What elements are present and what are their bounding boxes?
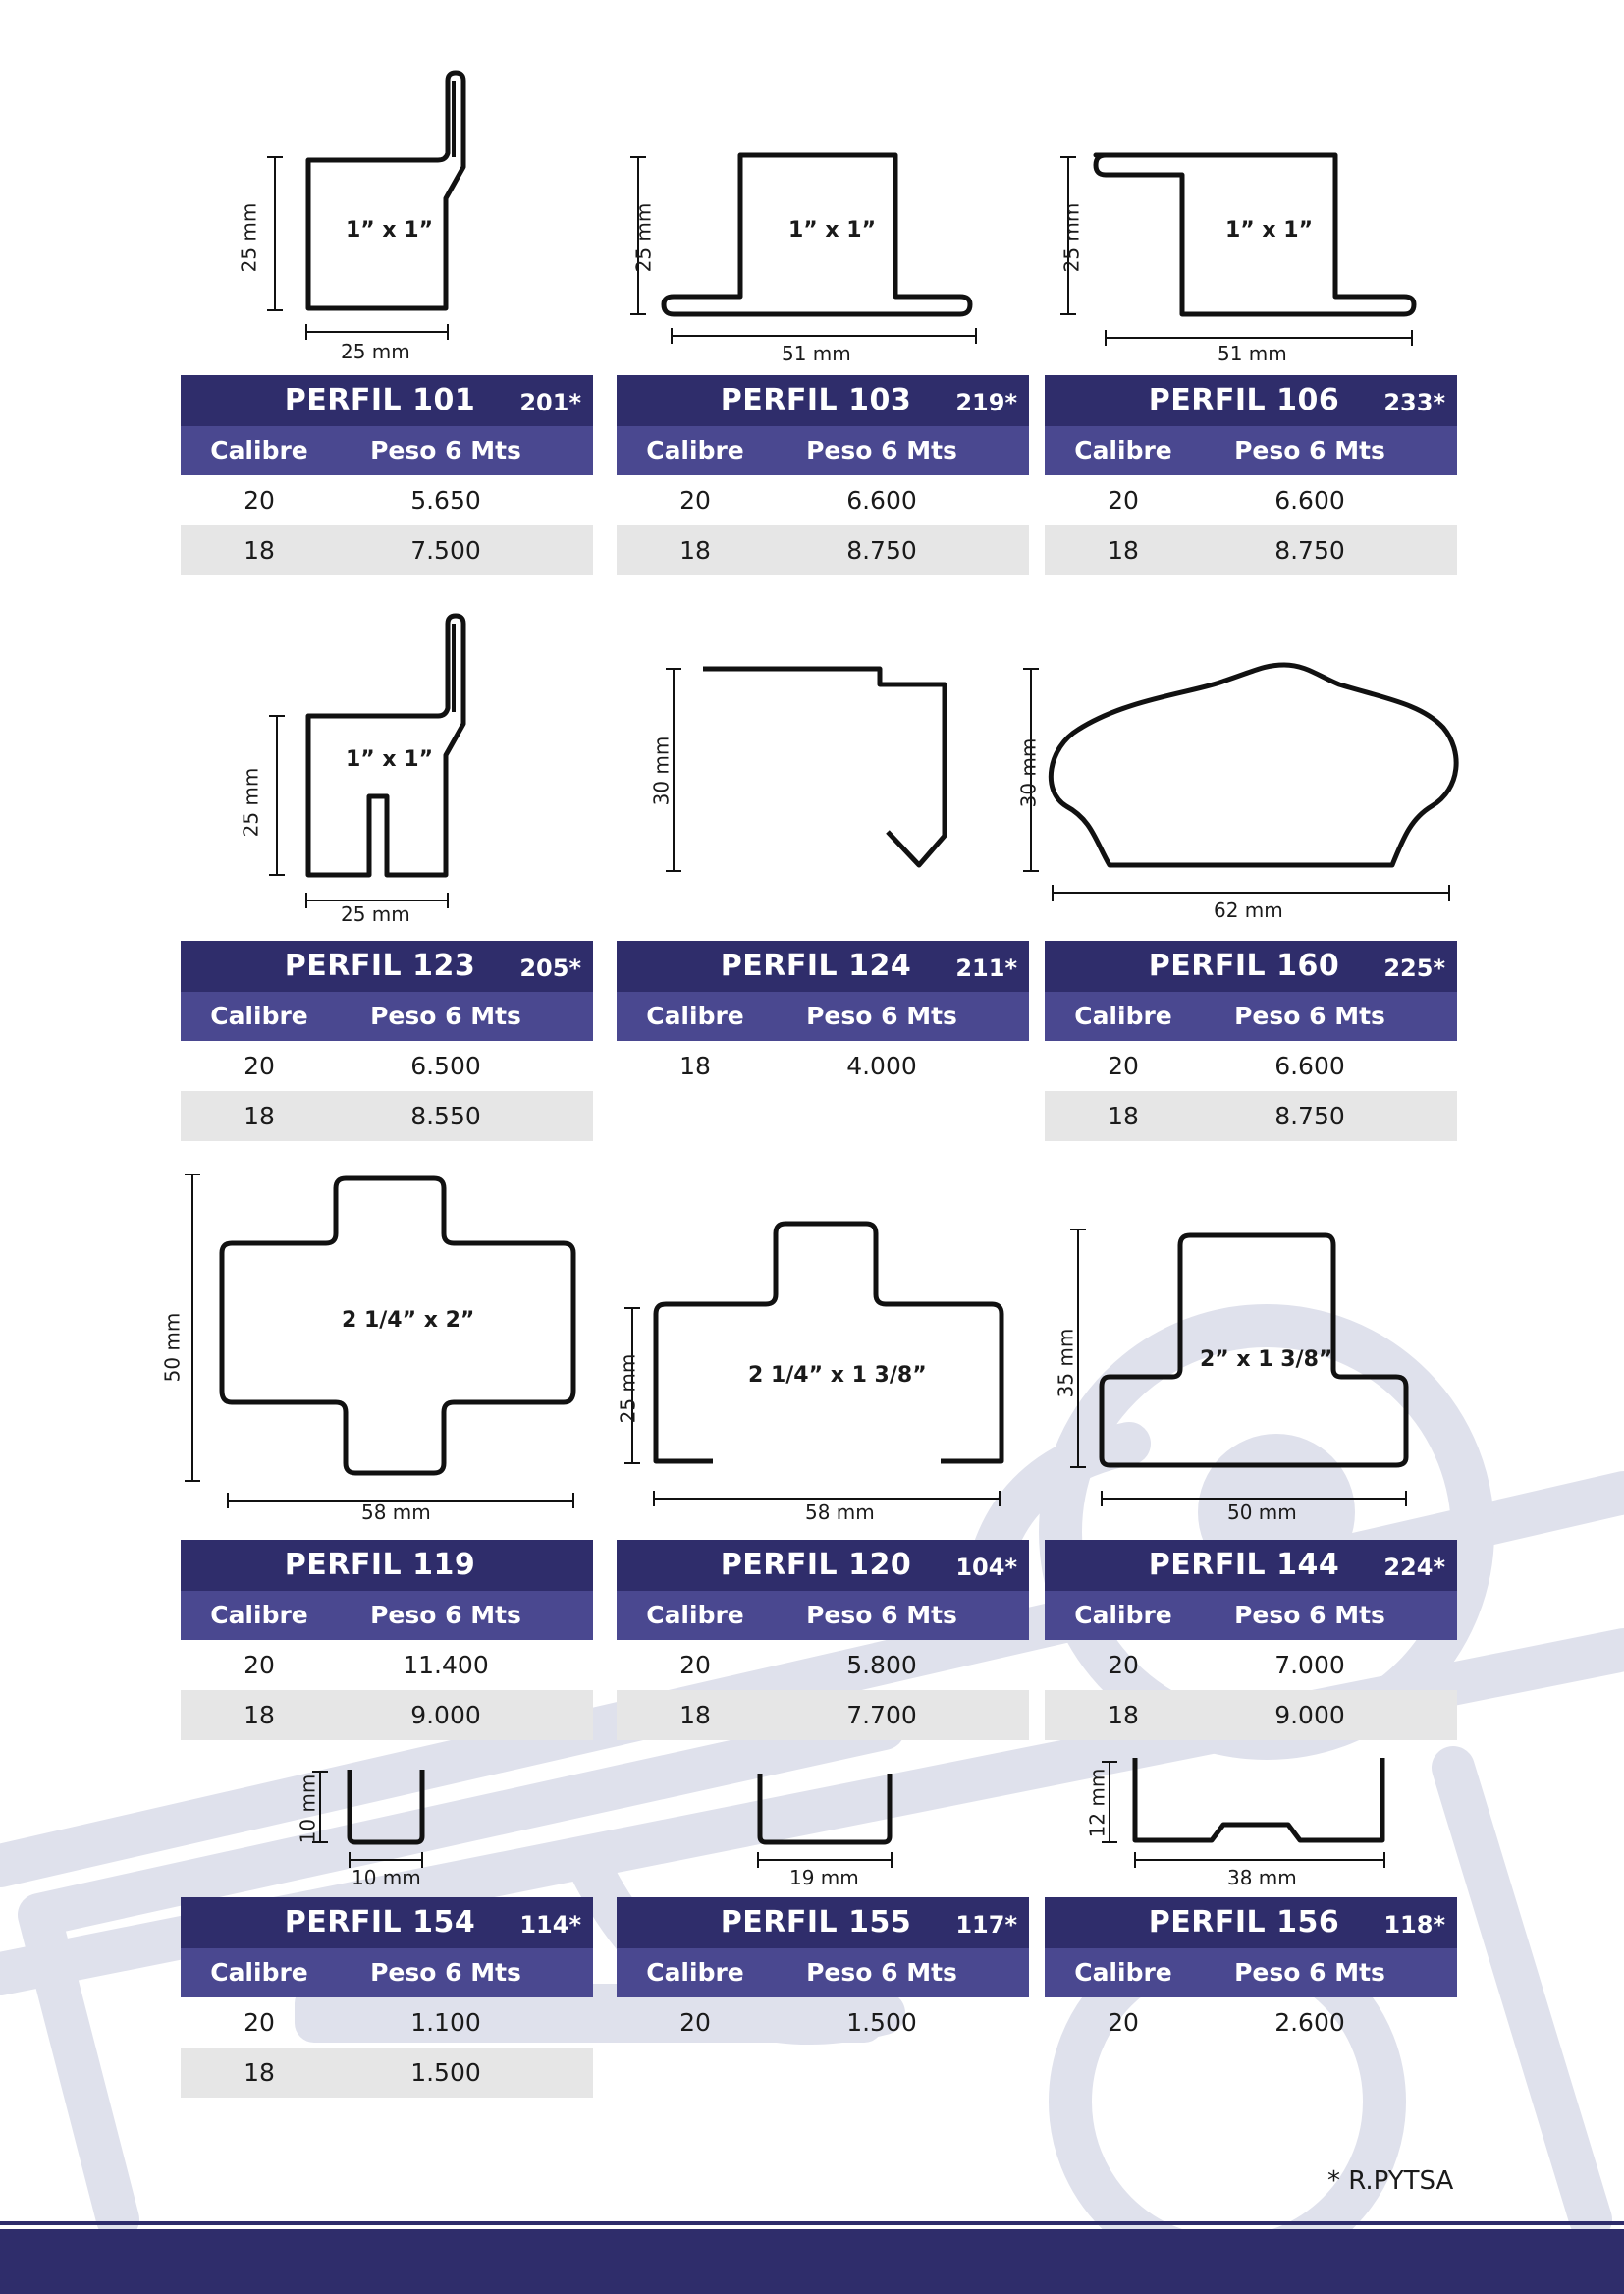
size-label: 1” x 1” [788, 218, 877, 243]
peso-header: Peso 6 Mts [1234, 1002, 1385, 1030]
profile-154 [181, 1758, 593, 1895]
table-profile-119 [181, 1540, 593, 1740]
calibre-header: Calibre [1074, 436, 1172, 464]
height-label: 12 mm [1085, 1768, 1110, 1838]
height-label: 35 mm [1054, 1328, 1078, 1398]
profile-code: 104* [955, 1554, 1017, 1581]
table-row: 18 4.000 [679, 1052, 917, 1080]
profile-123 [181, 614, 593, 926]
peso-header: Peso 6 Mts [1234, 1958, 1385, 1987]
profile-name: PERFIL 103 [720, 383, 912, 417]
table-row: 18 1.500 [181, 2048, 593, 2098]
table-row: 18 9.000 [1045, 1690, 1457, 1740]
profile-name: PERFIL 120 [720, 1548, 912, 1582]
size-label: 1” x 1” [346, 218, 434, 243]
table-row: 20 6.600 [679, 486, 917, 515]
table-row: 20 7.000 [1108, 1651, 1345, 1679]
profile-name: PERFIL 154 [284, 1905, 476, 1939]
calibre-header: Calibre [646, 436, 744, 464]
width-label: 25 mm [341, 340, 410, 363]
table-profile-101 [181, 375, 593, 575]
profile-code: 219* [955, 389, 1017, 416]
peso-header: Peso 6 Mts [806, 1601, 957, 1629]
profile-code: 205* [519, 955, 581, 982]
profile-code: 233* [1383, 389, 1445, 416]
table-row: 18 8.750 [1045, 1091, 1457, 1141]
calibre-header: Calibre [646, 1958, 744, 1987]
table-profile-123 [181, 941, 593, 1141]
height-label: 25 mm [237, 202, 261, 273]
calibre-header: Calibre [1074, 1601, 1172, 1629]
profile-106-diagram [1049, 69, 1461, 363]
table-profile-124 [617, 941, 1029, 1091]
calibre-header: Calibre [210, 1002, 308, 1030]
profile-101 [181, 69, 593, 363]
height-label: 50 mm [160, 1312, 185, 1383]
table-row: 18 7.500 [181, 525, 593, 575]
profile-name: PERFIL 119 [284, 1548, 476, 1582]
profile-code: 211* [955, 955, 1017, 982]
profile-160-diagram [1016, 614, 1432, 922]
profile-156-diagram [1045, 1758, 1457, 1895]
profile-name: PERFIL 156 [1148, 1905, 1340, 1939]
table-row: 20 11.400 [244, 1651, 489, 1679]
height-label: 25 mm [631, 202, 656, 273]
profile-120-shape [609, 1163, 1021, 1536]
table-row: 18 8.550 [181, 1091, 593, 1141]
profile-154-diagram [181, 1758, 593, 1895]
profile-123-diagram [181, 614, 593, 926]
profile-name: PERFIL 144 [1148, 1548, 1340, 1582]
profile-160 [1016, 614, 1432, 922]
table-row: 18 8.750 [617, 525, 1029, 575]
profile-144 [1045, 1163, 1457, 1536]
width-label: 10 mm [352, 1866, 421, 1889]
profile-124-shape [617, 614, 1029, 928]
peso-header: Peso 6 Mts [370, 436, 521, 464]
width-label: 58 mm [805, 1501, 875, 1524]
size-label: 2 1/4” x 1 3/8” [748, 1363, 927, 1388]
profile-code: 201* [519, 389, 581, 416]
table-row: 20 2.600 [1108, 2008, 1345, 2037]
width-label: 58 mm [361, 1501, 431, 1524]
table-row: 20 1.100 [244, 2008, 481, 2037]
profile-120 [609, 1163, 1021, 1536]
profile-120-diagram [609, 1163, 1021, 1536]
footer-rule [0, 2221, 1624, 2225]
table-row: 20 5.650 [244, 486, 481, 515]
profile-156 [1045, 1758, 1457, 1895]
table-profile-120 [617, 1540, 1029, 1740]
table-row: 20 6.600 [1108, 486, 1345, 515]
table-profile-154 [181, 1897, 593, 2098]
table-profile-103 [617, 375, 1029, 575]
table-row: 18 9.000 [181, 1690, 593, 1740]
calibre-header: Calibre [646, 1601, 744, 1629]
calibre-header: Calibre [210, 1601, 308, 1629]
table-profile-160 [1045, 941, 1457, 1141]
profile-code: 118* [1383, 1911, 1445, 1939]
profile-119-shape [157, 1163, 609, 1536]
peso-header: Peso 6 Mts [370, 1002, 521, 1030]
width-label: 51 mm [1218, 342, 1287, 365]
profile-119 [157, 1163, 609, 1536]
profile-119-diagram [157, 1163, 609, 1536]
table-profile-156 [1045, 1897, 1457, 2048]
profile-106 [1049, 69, 1461, 363]
table-row: 20 6.600 [1108, 1052, 1345, 1080]
footnote: * R.PYTSA [1327, 2166, 1454, 2196]
calibre-header: Calibre [1074, 1002, 1172, 1030]
profile-124 [617, 614, 1029, 908]
table-profile-144 [1045, 1540, 1457, 1740]
table-row: 20 6.500 [244, 1052, 481, 1080]
table-row: 18 8.750 [1045, 525, 1457, 575]
profile-160-shape [1019, 614, 1471, 928]
profile-124-diagram [617, 614, 1029, 908]
profile-name: PERFIL 106 [1148, 383, 1340, 417]
profile-101-diagram [181, 69, 593, 363]
size-label: 1” x 1” [1225, 218, 1314, 243]
calibre-header: Calibre [210, 1958, 308, 1987]
profile-103-diagram [617, 69, 1029, 363]
width-label: 25 mm [341, 902, 410, 926]
profile-103 [617, 69, 1029, 363]
profile-155 [617, 1758, 1029, 1895]
profile-code: 225* [1383, 955, 1445, 982]
profile-106-shape [1049, 69, 1461, 363]
width-label: 51 mm [782, 342, 851, 365]
peso-header: Peso 6 Mts [1234, 436, 1385, 464]
table-profile-106 [1045, 375, 1457, 575]
table-row: 20 5.800 [679, 1651, 917, 1679]
size-label: 2” x 1 3/8” [1200, 1347, 1333, 1372]
table-profile-155 [617, 1897, 1029, 2048]
profile-code: 224* [1383, 1554, 1445, 1581]
width-label: 62 mm [1214, 899, 1283, 922]
size-label: 1” x 1” [346, 747, 434, 772]
profile-code: 117* [955, 1911, 1017, 1939]
height-label: 25 mm [616, 1353, 640, 1424]
width-label: 50 mm [1227, 1501, 1297, 1524]
profile-name: PERFIL 155 [720, 1905, 912, 1939]
peso-header: Peso 6 Mts [806, 1002, 957, 1030]
width-label: 38 mm [1227, 1866, 1297, 1889]
profile-name: PERFIL 101 [284, 383, 476, 417]
peso-header: Peso 6 Mts [1234, 1601, 1385, 1629]
size-label: 2 1/4” x 2” [342, 1308, 475, 1333]
peso-header: Peso 6 Mts [806, 1958, 957, 1987]
profile-144-diagram [1045, 1163, 1457, 1536]
width-label: 19 mm [789, 1866, 859, 1889]
height-label: 25 mm [1059, 202, 1084, 273]
peso-header: Peso 6 Mts [370, 1601, 521, 1629]
table-row: 20 1.500 [679, 2008, 917, 2037]
peso-header: Peso 6 Mts [370, 1958, 521, 1987]
table-row: 18 7.700 [617, 1690, 1029, 1740]
profile-155-diagram [617, 1758, 1029, 1895]
calibre-header: Calibre [646, 1002, 744, 1030]
height-label: 30 mm [1016, 737, 1041, 808]
profile-code: 114* [519, 1911, 581, 1939]
height-label: 30 mm [649, 736, 674, 806]
profile-103-shape [617, 69, 1029, 363]
calibre-header: Calibre [1074, 1958, 1172, 1987]
peso-header: Peso 6 Mts [806, 436, 957, 464]
profile-name: PERFIL 160 [1148, 949, 1340, 983]
calibre-header: Calibre [210, 436, 308, 464]
height-label: 10 mm [296, 1774, 320, 1844]
height-label: 25 mm [239, 767, 263, 838]
footer-band [0, 2229, 1624, 2294]
profile-name: PERFIL 123 [284, 949, 476, 983]
profile-name: PERFIL 124 [720, 949, 912, 983]
